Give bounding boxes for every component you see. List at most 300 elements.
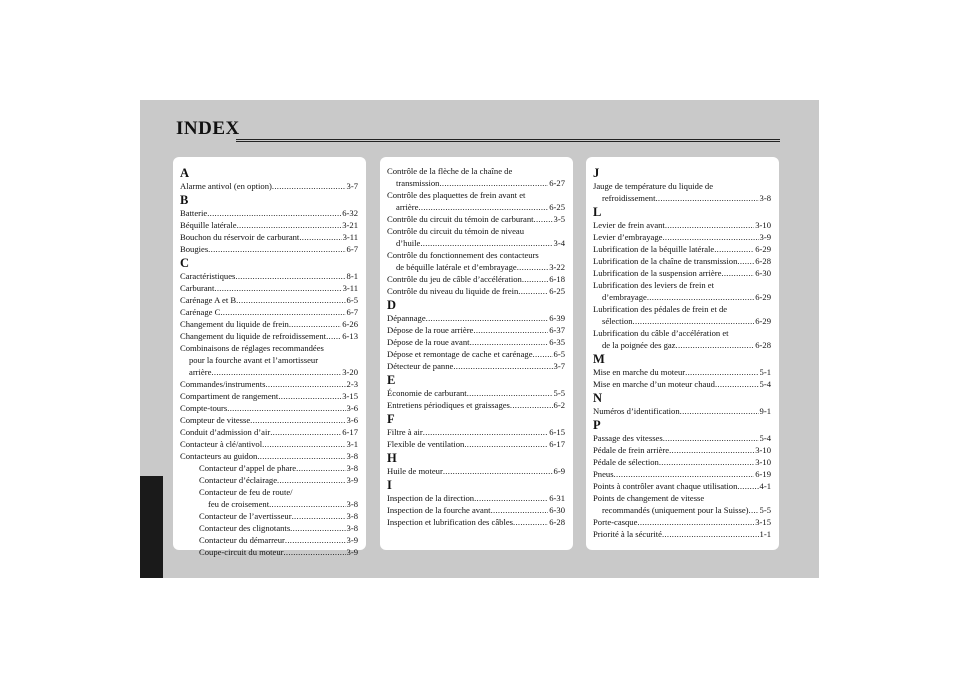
index-entry <box>180 243 358 255</box>
index-entry <box>387 177 565 189</box>
dot-leader <box>676 339 755 351</box>
index-entry-text: Contacteur d’éclairage <box>199 475 278 485</box>
index-entry-text: d’huile <box>396 238 421 248</box>
index-entry-text: Points de changement de vitesse <box>593 493 705 503</box>
index-page-ref: 3-15 <box>755 517 771 527</box>
index-entry <box>387 237 565 249</box>
index-page-ref: 6-15 <box>549 427 565 437</box>
index-entry-text: Dépose de la roue avant <box>387 337 470 347</box>
dot-leader <box>473 324 548 336</box>
index-entry <box>180 378 358 390</box>
dot-leader <box>270 426 341 438</box>
index-entry-text: Carénage C <box>180 307 221 317</box>
dot-leader <box>517 261 549 273</box>
index-entry <box>593 339 771 351</box>
index-entry-text: sélection <box>602 316 633 326</box>
dot-leader <box>296 462 345 474</box>
index-entry <box>593 378 771 390</box>
index-entry <box>387 516 565 528</box>
index-column-1 <box>173 157 366 557</box>
dot-leader <box>299 231 341 243</box>
dot-leader <box>426 312 549 324</box>
dot-leader <box>662 231 758 243</box>
index-entry <box>180 330 358 342</box>
index-page-ref: 6-13 <box>342 331 358 341</box>
index-entry <box>180 366 358 378</box>
index-entry <box>180 180 358 192</box>
index-entry <box>593 528 771 540</box>
index-entry <box>387 465 565 477</box>
dot-leader <box>265 378 345 390</box>
index-page-ref: 6-32 <box>342 208 358 218</box>
index-page-ref: 3-6 <box>346 415 358 425</box>
index-entry <box>387 249 565 261</box>
index-entry <box>593 504 771 516</box>
dot-leader <box>534 213 553 225</box>
index-entry <box>387 225 565 237</box>
index-entry-text: transmission <box>396 178 440 188</box>
index-entry-text: pour la fourche avant et l’amortisseur <box>189 355 319 365</box>
index-entry <box>593 180 771 192</box>
index-entry-text: Compartiment de rangement <box>180 391 279 401</box>
index-entry-text: d’embrayage <box>602 292 647 302</box>
index-page-ref: 6-18 <box>549 274 565 284</box>
index-entry <box>387 312 565 324</box>
index-entry-text: Mise en marche d’un moteur chaud <box>593 379 715 389</box>
index-entry <box>180 402 358 414</box>
index-entry <box>593 366 771 378</box>
chapter-tab-marker <box>140 476 163 578</box>
index-page-ref: 8-1 <box>346 271 358 281</box>
title-rule <box>236 139 780 142</box>
dot-leader <box>714 243 754 255</box>
index-letter-heading: P <box>593 418 601 432</box>
index-entry <box>593 327 771 339</box>
index-entry-text: Passage des vitesses <box>593 433 663 443</box>
index-entry-text: Contacteur des clignotants <box>199 523 291 533</box>
page-title: INDEX <box>176 118 240 139</box>
index-entry-text: Bouchon du réservoir de carburant <box>180 232 300 242</box>
index-entry-text: Lubrification de la suspension arrière <box>593 268 722 278</box>
index-letter-heading: F <box>387 412 395 426</box>
dot-leader <box>214 282 341 294</box>
dot-leader <box>283 546 345 558</box>
index-entry <box>387 273 565 285</box>
index-page-ref: 6-5 <box>346 295 358 305</box>
dot-leader <box>663 432 759 444</box>
index-entry <box>387 213 565 225</box>
index-entry <box>387 387 565 399</box>
index-page-ref: 3-9 <box>759 232 771 242</box>
index-page-ref: 6-26 <box>342 319 358 329</box>
index-page-ref: 5-4 <box>759 379 771 389</box>
index-entry-text: Points à contrôler avant chaque utilisation <box>593 481 738 491</box>
index-entry <box>180 231 358 243</box>
index-column-3 <box>586 157 779 550</box>
dot-leader <box>420 237 552 249</box>
dot-leader <box>655 192 758 204</box>
index-entry <box>593 255 771 267</box>
dot-leader <box>662 528 759 540</box>
index-page-ref: 3-11 <box>342 283 358 293</box>
dot-leader <box>236 294 345 306</box>
index-entry <box>593 516 771 528</box>
dot-leader <box>637 516 754 528</box>
index-page-ref: 4-1 <box>759 481 771 491</box>
index-entry <box>593 468 771 480</box>
index-page-ref: 3-8 <box>346 523 358 533</box>
index-page-ref: 9-1 <box>759 406 771 416</box>
index-entry-text: Filtre à air <box>387 427 423 437</box>
dot-leader <box>659 456 754 468</box>
index-entry-text: Contrôle du fonctionnement des contacteurs <box>387 250 539 260</box>
dot-leader <box>737 480 758 492</box>
index-entry <box>180 546 358 558</box>
index-entry-text: Flexible de ventilation <box>387 439 465 449</box>
index-entry-text: Détecteur de panne <box>387 361 454 371</box>
index-entry-text: Inspection et lubrification des câbles <box>387 517 513 527</box>
index-entry <box>593 231 771 243</box>
index-entry-text: Inspection de la direction <box>387 493 475 503</box>
index-entry-text: Levier d’embrayage <box>593 232 663 242</box>
index-page-ref: 6-28 <box>755 340 771 350</box>
index-page-ref: 6-29 <box>755 292 771 302</box>
index-entry <box>180 306 358 318</box>
index-entry-text: Carénage A et B <box>180 295 237 305</box>
dot-leader <box>289 318 341 330</box>
index-page-ref: 6-17 <box>342 427 358 437</box>
index-page-ref: 2-3 <box>346 379 358 389</box>
index-entry <box>180 207 358 219</box>
dot-leader <box>326 330 341 342</box>
index-page-ref: 6-19 <box>755 469 771 479</box>
index-page-ref: 6-30 <box>755 268 771 278</box>
index-entry-text: Contacteur du démarreur <box>199 535 285 545</box>
index-page-ref: 1-1 <box>759 529 771 539</box>
index-entry-text: Lubrification des leviers de frein et <box>593 280 714 290</box>
dot-leader <box>227 402 345 414</box>
index-page-ref: 3-15 <box>342 391 358 401</box>
index-entry-text: Contacteurs au guidon <box>180 451 258 461</box>
dot-leader <box>220 306 345 318</box>
index-entry <box>180 219 358 231</box>
dot-leader <box>250 414 345 426</box>
index-entry-text: Pneus <box>593 469 614 479</box>
dot-leader <box>237 219 342 231</box>
index-column-2 <box>380 157 573 550</box>
index-entry <box>593 192 771 204</box>
dot-leader <box>262 438 345 450</box>
index-entry-text: Mise en marche du moteur <box>593 367 686 377</box>
index-page-ref: 6-2 <box>553 400 565 410</box>
dot-leader <box>510 399 553 411</box>
index-page-ref: 5-5 <box>553 388 565 398</box>
index-entry <box>593 456 771 468</box>
index-entry-text: Conduit d’admission d’air <box>180 427 271 437</box>
index-page-ref: 6-25 <box>549 286 565 296</box>
index-entry <box>387 201 565 213</box>
index-entry <box>387 426 565 438</box>
index-entry <box>180 294 358 306</box>
index-page-ref: 3-8 <box>346 499 358 509</box>
index-entry <box>593 492 771 504</box>
index-entry <box>180 354 358 366</box>
dot-leader <box>467 387 553 399</box>
index-entry <box>593 444 771 456</box>
dot-leader <box>533 348 553 360</box>
index-entry <box>180 282 358 294</box>
index-entry <box>180 462 358 474</box>
index-entry-text: Contrôle du circuit du témoin de carburant <box>387 214 534 224</box>
dot-leader <box>269 498 345 510</box>
index-entry <box>593 480 771 492</box>
index-entry <box>180 510 358 522</box>
index-entry-text: Caractéristiques <box>180 271 236 281</box>
dot-leader <box>439 177 548 189</box>
index-entry-text: Batterie <box>180 208 208 218</box>
index-letter-heading: B <box>180 193 189 207</box>
index-entry <box>387 189 565 201</box>
dot-leader <box>669 444 754 456</box>
index-entry-text: arrière <box>189 367 212 377</box>
index-entry <box>180 318 358 330</box>
index-entry <box>180 414 358 426</box>
index-letter-heading: A <box>180 166 190 180</box>
index-entry <box>387 360 565 372</box>
index-page-ref: 3-7 <box>553 361 565 371</box>
index-entry-text: Changement du liquide de frein <box>180 319 289 329</box>
index-entry <box>180 438 358 450</box>
index-entry-text: Levier de frein avant <box>593 220 665 230</box>
index-entry <box>180 486 358 498</box>
index-entry <box>387 348 565 360</box>
index-entry-text: Contrôle de la flèche de la chaîne de <box>387 166 513 176</box>
index-letter-heading: M <box>593 352 605 366</box>
index-letter-heading: N <box>593 391 603 405</box>
index-page-ref: 3-8 <box>346 511 358 521</box>
index-entry <box>387 399 565 411</box>
index-page-ref: 6-29 <box>755 316 771 326</box>
index-entry-text: Numéros d’identification <box>593 406 680 416</box>
dot-leader <box>474 492 548 504</box>
dot-leader <box>491 504 549 516</box>
index-entry <box>387 336 565 348</box>
dot-leader <box>685 366 758 378</box>
index-letter-heading: H <box>387 451 397 465</box>
dot-leader <box>721 267 754 279</box>
index-entry-text: Contacteur de feu de route/ <box>199 487 293 497</box>
index-page-ref: 3-9 <box>346 475 358 485</box>
index-entry-text: Contrôle du circuit du témoin de niveau <box>387 226 524 236</box>
index-entry-text: Béquille latérale <box>180 220 237 230</box>
index-page-ref: 6-39 <box>549 313 565 323</box>
index-entry <box>180 270 358 282</box>
index-entry-text: Pédale de frein arrière <box>593 445 670 455</box>
index-entry-text: Contrôle du niveau du liquide de frein <box>387 286 519 296</box>
index-letter-heading: E <box>387 373 396 387</box>
dot-leader <box>277 474 346 486</box>
dot-leader <box>453 360 552 372</box>
index-entry <box>593 291 771 303</box>
index-entry-text: arrière <box>396 202 419 212</box>
index-page-ref: 6-9 <box>553 466 565 476</box>
index-entry <box>180 426 358 438</box>
dot-leader <box>423 426 548 438</box>
index-entry <box>593 315 771 327</box>
index-page-ref: 3-21 <box>342 220 358 230</box>
dot-leader <box>211 366 341 378</box>
index-page-ref: 5-4 <box>759 433 771 443</box>
index-page-ref: 3-6 <box>346 403 358 413</box>
dot-leader <box>464 438 548 450</box>
index-entry-text: Contacteur d’appel de phare <box>199 463 297 473</box>
index-entry-text: Contrôle des plaquettes de frein avant et <box>387 190 526 200</box>
dot-leader <box>633 315 755 327</box>
index-entry-text: Jauge de température du liquide de <box>593 181 714 191</box>
index-entry-text: Dépose de la roue arrière <box>387 325 474 335</box>
index-letter-heading: C <box>180 256 190 270</box>
index-page-ref: 6-25 <box>549 202 565 212</box>
index-entry <box>593 243 771 255</box>
dot-leader <box>518 285 548 297</box>
index-page-ref: 6-7 <box>346 244 358 254</box>
dot-leader <box>715 378 759 390</box>
index-entry-text: Économie de carburant <box>387 388 467 398</box>
dot-leader <box>665 219 754 231</box>
index-entry <box>387 504 565 516</box>
index-entry-text: Contacteur de l’avertisseur <box>199 511 292 521</box>
dot-leader <box>522 273 548 285</box>
index-entry-text: de béquille latérale et d’embrayage <box>396 262 517 272</box>
index-entry <box>593 405 771 417</box>
index-entry-text: Compteur de vitesse <box>180 415 251 425</box>
dot-leader <box>443 465 553 477</box>
index-entry-text: Priorité à la sécurité <box>593 529 662 539</box>
dot-leader <box>680 405 759 417</box>
index-entry <box>180 522 358 534</box>
index-page-ref: 3-9 <box>346 535 358 545</box>
index-page-ref: 3-7 <box>346 181 358 191</box>
index-entry <box>593 303 771 315</box>
index-entry-text: Combinaisons de réglages recommandées <box>180 343 324 353</box>
index-entry <box>180 390 358 402</box>
dot-leader <box>257 450 345 462</box>
index-entry-text: Changement du liquide de refroidissement <box>180 331 327 341</box>
index-entry <box>593 219 771 231</box>
index-page-ref: 5-5 <box>759 505 771 515</box>
index-entry-text: Inspection de la fourche avant <box>387 505 491 515</box>
index-entry-text: Huile de moteur <box>387 466 443 476</box>
index-letter-heading: J <box>593 166 600 180</box>
index-entry-text: Contrôle du jeu de câble d’accélération <box>387 274 522 284</box>
index-entry-text: Compte-tours <box>180 403 228 413</box>
index-letter-heading: D <box>387 298 397 312</box>
dot-leader <box>290 522 345 534</box>
index-page-ref: 3-20 <box>342 367 358 377</box>
index-page-ref: 3-8 <box>346 451 358 461</box>
index-entry-text: de la poignée des gaz <box>602 340 676 350</box>
index-entry <box>387 285 565 297</box>
index-page-ref: 3-22 <box>549 262 565 272</box>
index-entry-text: Contacteur à clé/antivol <box>180 439 263 449</box>
index-entry <box>180 342 358 354</box>
dot-leader <box>285 534 346 546</box>
index-page-ref: 3-10 <box>755 220 771 230</box>
index-entry-text: Carburant <box>180 283 215 293</box>
index-page-ref: 3-4 <box>553 238 565 248</box>
dot-leader <box>272 180 346 192</box>
dot-leader <box>278 390 341 402</box>
index-page-ref: 6-27 <box>549 178 565 188</box>
dot-leader <box>208 243 345 255</box>
index-page-ref: 6-37 <box>549 325 565 335</box>
index-entry-text: Dépannage <box>387 313 426 323</box>
index-page-ref: 3-8 <box>759 193 771 203</box>
index-page-ref: 6-7 <box>346 307 358 317</box>
index-page-ref: 6-28 <box>755 256 771 266</box>
index-page-ref: 3-8 <box>346 463 358 473</box>
index-entry-text: recommandés (uniquement pour la Suisse) <box>602 505 749 515</box>
index-entry-text: Commandes/instruments <box>180 379 266 389</box>
index-page-ref: 3-11 <box>342 232 358 242</box>
index-entry-text: Entretiens périodiques et graissages <box>387 400 510 410</box>
index-entry-text: Bougies <box>180 244 209 254</box>
dot-leader <box>749 504 759 516</box>
index-entry-text: feu de croisement <box>208 499 270 509</box>
dot-leader <box>614 468 755 480</box>
dot-leader <box>647 291 754 303</box>
index-page-ref: 3-10 <box>755 457 771 467</box>
index-entry-text: Lubrification de la béquille latérale <box>593 244 715 254</box>
index-page-ref: 5-1 <box>759 367 771 377</box>
index-page-ref: 6-17 <box>549 439 565 449</box>
index-page-ref: 6-28 <box>549 517 565 527</box>
index-letter-heading: L <box>593 205 602 219</box>
index-page-ref: 6-31 <box>549 493 565 503</box>
dot-leader <box>470 336 549 348</box>
index-entry <box>387 261 565 273</box>
index-entry <box>593 279 771 291</box>
index-entry <box>180 450 358 462</box>
index-entry <box>180 534 358 546</box>
index-entry <box>387 438 565 450</box>
index-page-ref: 6-29 <box>755 244 771 254</box>
index-page-ref: 6-35 <box>549 337 565 347</box>
dot-leader <box>418 201 548 213</box>
index-entry <box>180 474 358 486</box>
index-page-ref: 3-5 <box>553 214 565 224</box>
index-page-ref: 3-10 <box>755 445 771 455</box>
index-entry <box>387 165 565 177</box>
index-entry-text: Lubrification des pédales de frein et de <box>593 304 728 314</box>
index-entry <box>387 324 565 336</box>
index-page-ref: 6-30 <box>549 505 565 515</box>
dot-leader <box>292 510 346 522</box>
index-entry <box>593 432 771 444</box>
index-entry-text: Porte-casque <box>593 517 638 527</box>
index-letter-heading: I <box>387 478 392 492</box>
index-page-ref: 3-1 <box>346 439 358 449</box>
index-entry-text: Dépose et remontage de cache et carénage <box>387 349 533 359</box>
index-page-ref: 6-5 <box>553 349 565 359</box>
index-entry-text: Lubrification de la chaîne de transmission <box>593 256 738 266</box>
dot-leader <box>513 516 548 528</box>
index-entry-text: refroidissement <box>602 193 656 203</box>
index-entry-text: Pédale de sélection <box>593 457 659 467</box>
index-entry <box>387 492 565 504</box>
index-entry-text: Alarme antivol (en option) <box>180 181 272 191</box>
index-entry <box>593 267 771 279</box>
